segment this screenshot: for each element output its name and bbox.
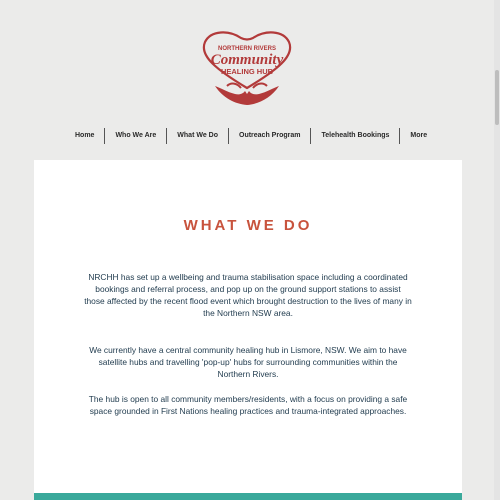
- site-logo[interactable]: [197, 28, 297, 110]
- logo-text-community: Community: [210, 52, 284, 68]
- nav-item-telehealth-bookings[interactable]: Telehealth Bookings: [311, 128, 400, 144]
- content-section: [34, 160, 462, 500]
- section-heading: WHAT WE DO: [183, 217, 313, 235]
- logo-text-healing-hub: HEALING HUB: [220, 67, 274, 76]
- scrollbar-thumb[interactable]: [495, 70, 499, 125]
- paragraph-open-to-all: The hub is open to all community members/residents, with a focus on providing a safe space grounded in First Nations healing practices and trauma-integrated approaches.: [88, 394, 408, 417]
- nav-item-more[interactable]: More: [410, 132, 428, 139]
- logo-text-northern-rivers: NORTHERN RIVERS: [217, 46, 277, 52]
- footer-band: [34, 493, 462, 500]
- paragraph-hubs: We currently have a central community healing hub in Lismore, NSW. We aim to have satellite hubs and travelling 'pop-up' hubs for surrounding communities within the Northern Rivers.: [89, 345, 407, 379]
- nav-item-outreach-program[interactable]: Outreach Program: [229, 128, 311, 144]
- logo-graphic: [197, 28, 297, 110]
- nav-item-home[interactable]: Home: [65, 128, 105, 144]
- page-scrollbar[interactable]: [494, 0, 500, 500]
- paragraph-intro: NRCHH has set up a wellbeing and trauma stabilisation space including a coordinated bookings and referral process, and pop up on the ground support stations to assist those affected by the recent flood event which brought destruction to the lives of many in the Northern NSW area.: [84, 272, 412, 318]
- nav-item-who-we-are[interactable]: Who We Are: [105, 128, 167, 144]
- main-navigation: [65, 127, 437, 145]
- nav-item-what-we-do[interactable]: What We Do: [167, 128, 229, 144]
